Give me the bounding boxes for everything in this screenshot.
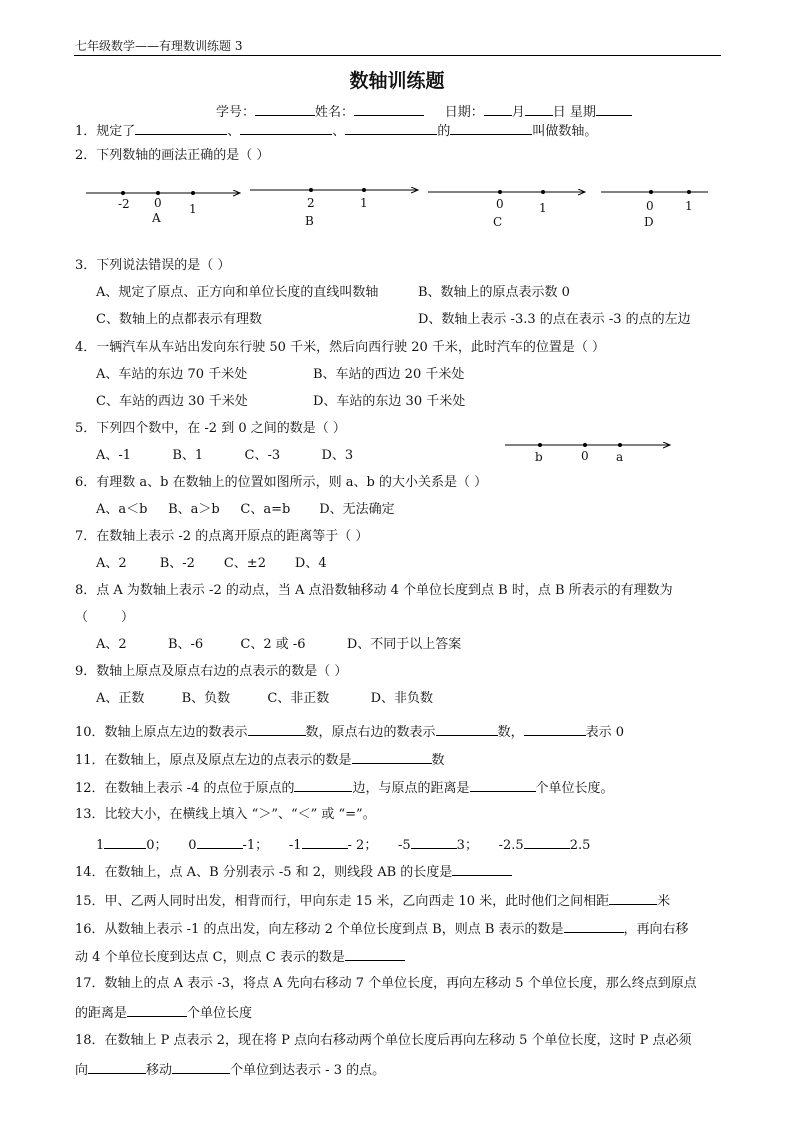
question-18-line-2 — [75, 1061, 385, 1079]
question-17-line-1: 17．数轴上的点 A 表示 -3，将点 A 先向右移动 7 个单位长度，再向左移动 5 个单位长度，那么终点到原点 — [75, 976, 697, 991]
q11-text-b: 数 — [431, 753, 445, 768]
ab-point-0 — [583, 443, 587, 447]
q10-blank-1[interactable] — [248, 723, 306, 736]
question-16-line-1 — [75, 920, 689, 938]
question-16-line-2 — [75, 948, 405, 966]
day-label: 日 — [552, 105, 566, 120]
axis-b-label-2: 2 — [307, 196, 315, 210]
axis-option-d — [601, 190, 708, 229]
question-13-stem: 13．比较大小，在横线上填入 “＞”、“＜” 或 “=”。 — [75, 807, 376, 822]
q13-items — [96, 836, 590, 854]
q4-option-a: A、车站的东边 70 千米处 — [96, 367, 248, 382]
q18-text-c: 移动 — [146, 1063, 173, 1078]
q10-text-b: 数，原点右边的数表示 — [305, 725, 436, 740]
axis-c-letter: C — [493, 215, 503, 229]
month-label: 月 — [511, 105, 525, 120]
q13-item-3-left: -1 — [288, 838, 302, 853]
axis-b-point-2 — [362, 188, 366, 192]
axis-d-letter: D — [644, 215, 654, 229]
q17-text-c: 个单位长度 — [187, 1006, 253, 1021]
q13-item-4-right: 3； — [456, 838, 478, 853]
question-6-stem: 6．有理数 a、b 在数轴上的位置如图所示，则 a、b 的大小关系是（ ） — [75, 475, 488, 490]
q13-blank-3[interactable] — [302, 836, 348, 849]
axis-c-point-2 — [541, 190, 545, 194]
axis-option-a — [86, 191, 240, 225]
axis-d-label-1: 1 — [685, 199, 693, 213]
question-7-stem: 7．在数轴上表示 -2 的点离开原点的距离等于（ ） — [75, 529, 369, 544]
q16-text-c: 动 4 个单位长度到达点 C，则点 C 表示的数是 — [75, 950, 345, 965]
q18-blank-2[interactable] — [172, 1061, 230, 1074]
axis-a-label-neg2: -2 — [118, 197, 130, 211]
q17-blank[interactable] — [127, 1004, 187, 1017]
question-10 — [75, 723, 624, 741]
weekday-label: 星期 — [569, 105, 596, 120]
q7-options: A、2 B、-2 C、±2 D、4 — [96, 556, 327, 571]
ab-number-line — [505, 443, 670, 464]
q12-text-b: 边，与原点的距离是 — [352, 781, 470, 796]
q1-text-e: 叫做数轴。 — [532, 124, 598, 139]
q11-blank[interactable] — [352, 751, 432, 764]
q16-text-a: 16．从数轴上表示 -1 的点出发，向左移动 2 个单位长度到点 B，则点 B 表示的数是 — [75, 922, 564, 937]
q8-options: A、2 B、-6 C、2 或 -6 D、不同于以上答案 — [96, 637, 462, 652]
q16-blank-2[interactable] — [345, 948, 405, 961]
q8-answer-paren: （ ） — [75, 610, 135, 625]
question-17-line-2 — [75, 1004, 252, 1022]
page-header: 七年级数学——有理数训练题 3 — [75, 39, 243, 53]
q3-option-a: A、规定了原点、正方向和单位长度的直线叫数轴 — [96, 285, 379, 300]
q13-blank-2[interactable] — [197, 836, 243, 849]
axis-c-label-1: 1 — [539, 201, 547, 215]
q13-item-5-right: 2.5 — [569, 838, 591, 853]
axis-d-point-1 — [649, 190, 653, 194]
axis-c-label-0: 0 — [496, 197, 504, 211]
axis-a-label-1: 1 — [189, 202, 197, 216]
student-no-label: 学号： — [216, 105, 256, 120]
axis-option-b — [250, 188, 418, 228]
q13-item-1-right: 0； — [146, 838, 168, 853]
axis-d-label-0: 0 — [646, 199, 654, 213]
q13-blank-1[interactable] — [104, 836, 146, 849]
ab-label-0: 0 — [581, 449, 589, 463]
q15-text-b: 米 — [657, 894, 671, 909]
q17-text-b: 的距离是 — [75, 1006, 128, 1021]
question-5-stem: 5．下列四个数中，在 -2 到 0 之间的数是（ ） — [75, 421, 346, 436]
q3-option-b: B、数轴上的原点表示数 0 — [418, 285, 570, 300]
q1-text-d: 的 — [437, 124, 451, 139]
q13-item-2-right: -1； — [242, 838, 269, 853]
axis-b-point-1 — [309, 188, 313, 192]
axis-a-point-1 — [121, 191, 125, 195]
q14-text-a: 14．在数轴上，点 A、B 分别表示 -5 和 2，则线段 AB 的长度是 — [75, 865, 453, 880]
q1-text-c: 、 — [332, 124, 346, 139]
q3-option-d: D、数轴上表示 -3.3 的点在表示 -3 的点的左边 — [418, 312, 691, 327]
q3-option-c: C、数轴上的点都表示有理数 — [96, 312, 262, 327]
axis-a-label-0: 0 — [154, 196, 162, 210]
question-11 — [75, 751, 445, 769]
axis-a-point-3 — [191, 191, 195, 195]
q1-text-b: 、 — [227, 124, 241, 139]
ab-label-b: b — [535, 450, 543, 464]
question-8-stem: 8．点 A 为数轴上表示 -2 的动点，当 A 点沿数轴移动 4 个单位长度到点 B 时，点 B 所表示的有理数为 — [75, 583, 673, 598]
q14-blank[interactable] — [452, 863, 512, 876]
axis-c-point-1 — [498, 190, 502, 194]
axis-b-label-1: 1 — [360, 196, 368, 210]
q18-text-d: 个单位到达表示 - 3 的点。 — [230, 1063, 386, 1078]
date-label: 日期： — [444, 105, 484, 120]
question-12 — [75, 779, 614, 797]
q10-text-a: 10．数轴上原点左边的数表示 — [75, 725, 248, 740]
q4-option-c: C、车站的西边 30 千米处 — [96, 394, 248, 409]
q11-text-a: 11．在数轴上，原点及原点左边的点表示的数是 — [75, 753, 352, 768]
q13-item-5-left: -2.5 — [498, 838, 524, 853]
question-18-line-1: 18．在数轴上 P 点表示 2，现在将 P 点向右移动两个单位长度后再向左移动 5 个单位长度，这时 P 点必须 — [75, 1033, 692, 1048]
ab-point-a — [618, 443, 622, 447]
ab-label-a: a — [616, 450, 624, 464]
q10-blank-2[interactable] — [436, 723, 498, 736]
axis-b-letter: B — [305, 214, 314, 228]
q13-blank-4[interactable] — [411, 836, 457, 849]
q16-text-b: ，再向右移 — [623, 922, 689, 937]
q13-item-4-left: -5 — [398, 838, 411, 853]
q4-option-d: D、车站的东边 30 千米处 — [313, 394, 466, 409]
q15-text-a: 15．甲、乙两人同时出发，相背而行，甲向东走 15 米，乙向西走 10 米，此时他们之间相距 — [75, 894, 610, 909]
q6-options: A、a＜b B、a＞b C、a=b D、无法确定 — [96, 502, 395, 517]
q12-blank-1[interactable] — [294, 779, 352, 792]
ab-point-b — [538, 443, 542, 447]
q10-text-d: 表示 0 — [585, 725, 624, 740]
question-14 — [75, 863, 512, 881]
question-4-stem: 4．一辆汽车从车站出发向东行驶 50 千米，然后向西行驶 20 千米，此时汽车的位置是（ ） — [75, 340, 606, 355]
q16-blank-1[interactable] — [564, 920, 624, 933]
axis-a-point-2 — [156, 191, 160, 195]
axis-a-letter: A — [152, 211, 161, 225]
q5-options: A、-1 B、1 C、-3 D、3 — [96, 448, 354, 463]
q12-text-c: 个单位长度。 — [535, 781, 614, 796]
q12-blank-2[interactable] — [470, 779, 536, 792]
question-3-stem: 3．下列说法错误的是（ ） — [75, 258, 231, 273]
axis-d-point-2 — [687, 190, 691, 194]
q18-text-b: 向 — [75, 1063, 89, 1078]
question-2: 2．下列数轴的画法正确的是（ ） — [75, 148, 270, 163]
q18-blank-1[interactable] — [88, 1061, 146, 1074]
axis-option-c — [428, 190, 585, 229]
q4-option-b: B、车站的西边 20 千米处 — [313, 367, 465, 382]
q13-item-3-right: - 2； — [347, 838, 378, 853]
page-title: 数轴训练题 — [349, 70, 445, 92]
q12-text-a: 12．在数轴上表示 -4 的点位于原点的 — [75, 781, 295, 796]
q13-item-1-left: 1 — [96, 838, 105, 853]
question-9-stem: 9．数轴上原点及原点右边的点表示的数是（ ） — [75, 664, 348, 679]
question-15 — [75, 892, 670, 910]
q10-text-c: 数， — [497, 725, 524, 740]
q10-blank-3[interactable] — [524, 723, 586, 736]
q13-item-2-left: 0 — [188, 838, 197, 853]
name-label: 姓名： — [315, 105, 355, 120]
q9-options: A、正数 B、负数 C、非正数 D、非负数 — [96, 691, 434, 706]
q1-text-a: 1．规定了 — [75, 124, 136, 139]
q15-blank[interactable] — [609, 892, 657, 905]
q13-blank-5[interactable] — [524, 836, 570, 849]
